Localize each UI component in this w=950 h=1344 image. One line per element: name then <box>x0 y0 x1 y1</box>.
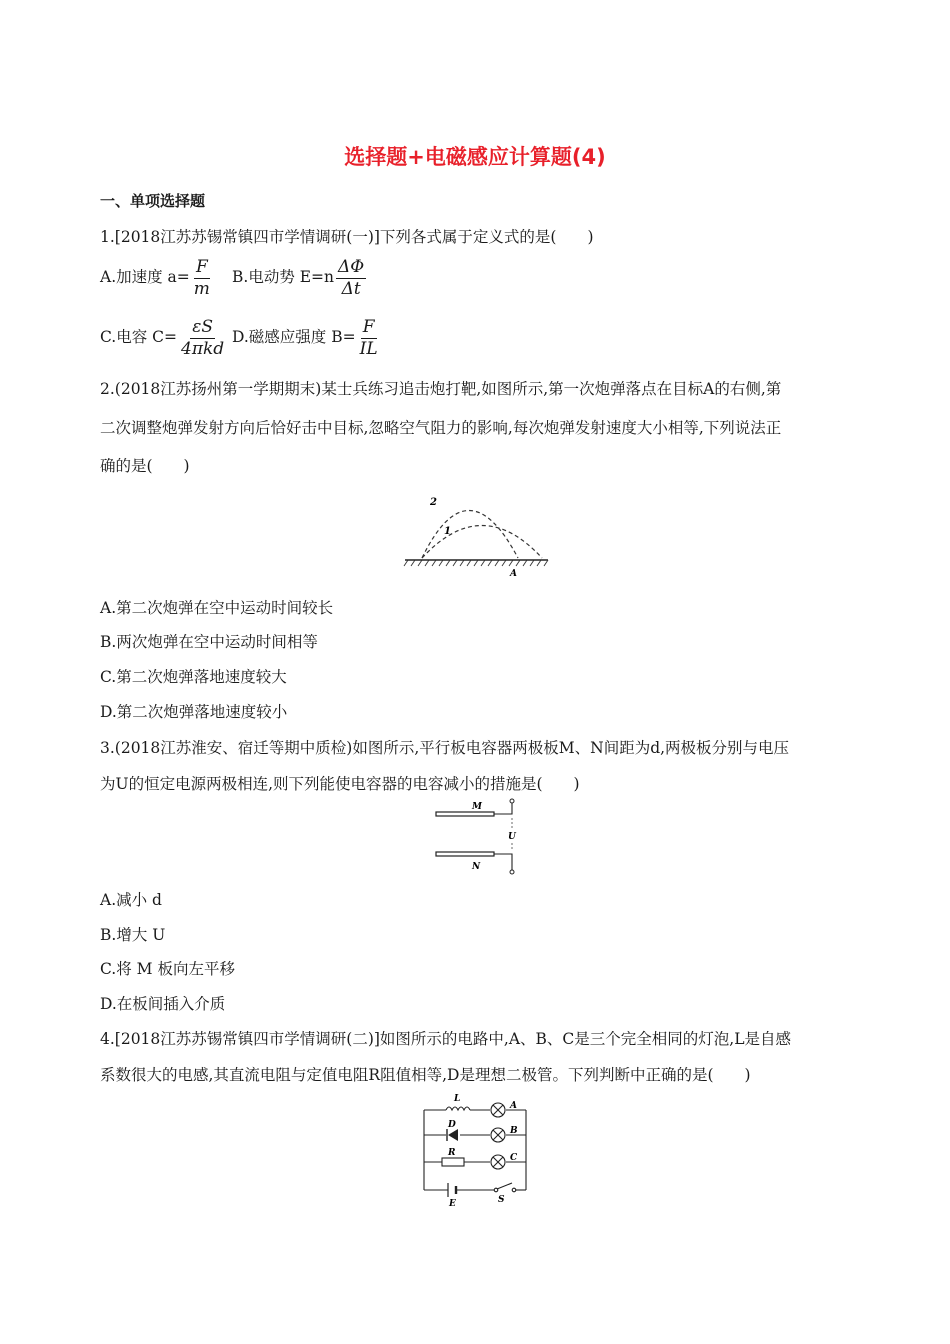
q3-option-a: A.减小 d <box>100 891 162 909</box>
inductor-l-icon <box>446 1107 470 1110</box>
terminal-top <box>510 799 514 803</box>
label-c: C <box>510 1153 518 1163</box>
lamp-a-icon <box>491 1103 505 1117</box>
label-u: U <box>508 832 516 842</box>
q1-option-c <box>100 318 228 358</box>
q1-a-numerator: F <box>195 257 208 277</box>
q1-option-d <box>232 318 382 358</box>
wire-m <box>494 801 512 814</box>
q3-capacitor-figure <box>430 798 530 880</box>
label-a: A <box>510 1101 517 1111</box>
q1-a-denominator: m <box>193 278 210 299</box>
page-title: 选择题+电磁感应计算题(4) <box>344 145 606 169</box>
plate-n <box>436 852 494 856</box>
label-m: M <box>472 802 482 812</box>
q3-stem-line-2: 为U的恒定电源两极相连,则下列能使电容器的电容减小的措施是( ) <box>100 775 580 793</box>
trajectory-2-path <box>422 511 518 559</box>
q1-option-b <box>232 258 368 298</box>
lamp-b-icon <box>491 1128 505 1142</box>
q4-stem-line-2: 系数很大的电感,其直流电阻与定值电阻R阻值相等,D是理想二极管。下列判断中正确的是( ) <box>100 1066 751 1084</box>
q1-option-c-label: C.电容 C= <box>100 328 178 347</box>
label-b: B <box>510 1126 518 1136</box>
switch-s-icon <box>494 1183 516 1192</box>
q1-d-denominator: IL <box>359 338 378 359</box>
q1-d-numerator: F <box>362 317 375 337</box>
q1-option-c-fraction <box>179 318 226 358</box>
resistor-r-icon <box>442 1158 464 1166</box>
lamp-c-icon <box>491 1155 505 1169</box>
trajectory-1-path <box>422 526 542 559</box>
q2-option-d: D.第二次炮弹落地速度较小 <box>100 703 288 721</box>
terminal-bottom <box>510 870 514 874</box>
q1-option-a <box>100 258 214 298</box>
q1-c-denominator: 4πkd <box>181 338 225 359</box>
q3-option-b: B.增大 U <box>100 926 166 944</box>
wire-n <box>494 854 512 872</box>
battery-e-icon <box>448 1183 456 1197</box>
q2-trajectory-figure <box>400 478 550 578</box>
q1-c-numerator: εS <box>192 317 213 337</box>
q1-stem: 1.[2018江苏苏锡常镇四市学情调研(一)]下列各式属于定义式的是( ) <box>100 228 594 246</box>
label-r: R <box>448 1148 456 1158</box>
q1-b-numerator: ΔΦ <box>338 257 365 277</box>
label-l: L <box>454 1094 461 1104</box>
q1-b-denominator: Δt <box>341 278 361 299</box>
q2-stem-line-3: 确的是( ) <box>100 457 190 475</box>
ground-hatch <box>404 560 548 566</box>
plate-m <box>436 812 494 816</box>
q2-option-a: A.第二次炮弹在空中运动时间较长 <box>100 599 334 617</box>
q2-option-c: C.第二次炮弹落地速度较大 <box>100 668 287 686</box>
q1-option-d-fraction <box>358 318 380 358</box>
q3-option-d: D.在板间插入介质 <box>100 995 226 1013</box>
q1-option-a-label: A.加速度 a= <box>100 268 190 287</box>
q3-option-c: C.将 M 板向左平移 <box>100 960 235 978</box>
q2-stem-line-1: 2.(2018江苏扬州第一学期期末)某士兵练习追击炮打靶,如图所示,第一次炮弹落点在目标A的右侧,第 <box>100 380 782 398</box>
q4-stem-line-1: 4.[2018江苏苏锡常镇四市学情调研(二)]如图所示的电路中,A、B、C是三个完全相同的灯泡,L是自感 <box>100 1030 792 1048</box>
trajectory-label-1: 1 <box>444 526 451 537</box>
trajectory-label-2: 2 <box>430 497 437 508</box>
label-d: D <box>448 1120 456 1130</box>
label-e: E <box>449 1199 456 1208</box>
diode-d-icon <box>447 1129 458 1141</box>
q2-stem-line-2: 二次调整炮弹发射方向后恰好击中目标,忽略空气阻力的影响,每次炮弹发射速度大小相等,下列说法正 <box>100 419 782 437</box>
q1-option-a-fraction <box>192 258 212 298</box>
section-heading: 一、单项选择题 <box>100 192 206 210</box>
q4-circuit-figure <box>408 1090 548 1208</box>
label-n: N <box>472 862 481 872</box>
label-s: S <box>498 1195 505 1205</box>
q1-option-b-fraction <box>336 258 366 298</box>
target-label-a: A <box>510 569 517 578</box>
q1-option-b-label: B.电动势 E=n <box>232 268 335 287</box>
q3-stem-line-1: 3.(2018江苏淮安、宿迁等期中质检)如图所示,平行板电容器两极板M、N间距为d,两极板分别与电压 <box>100 739 790 757</box>
q2-option-b: B.两次炮弹在空中运动时间相等 <box>100 633 318 651</box>
q1-option-d-label: D.磁感应强度 B= <box>232 328 356 347</box>
